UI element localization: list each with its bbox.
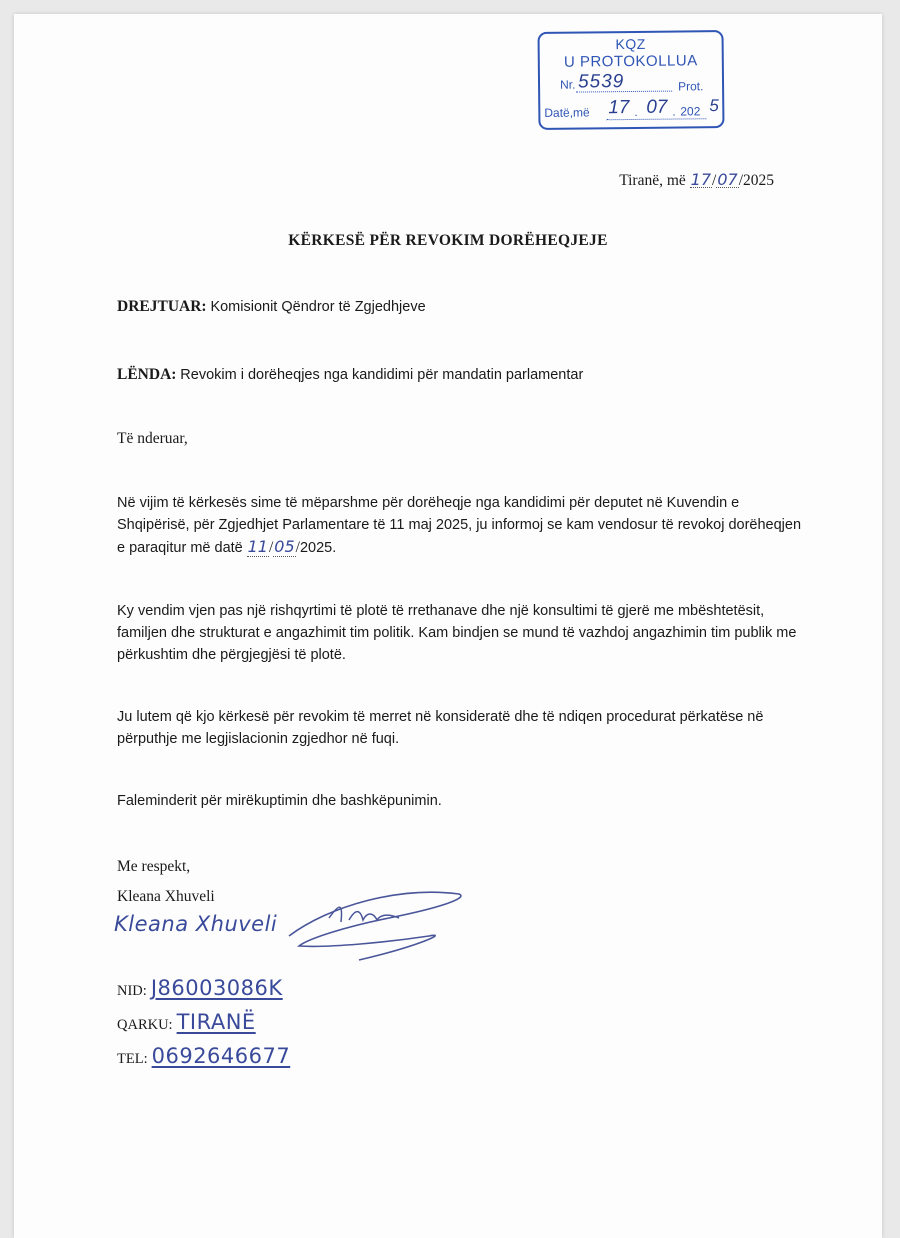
signature-handwritten-name: Kleana Xhuveli bbox=[114, 912, 278, 936]
date-year: /2025 bbox=[738, 172, 774, 189]
stamp-date-year-suffix: 5 bbox=[709, 96, 719, 116]
subject-value: Revokim i dorëheqjes nga kandidimi për mandatin parlamentar bbox=[180, 367, 584, 383]
subject bbox=[117, 364, 807, 386]
date-day-handwritten: 17 bbox=[690, 170, 712, 189]
stamp-status: U PROTOKOLLUA bbox=[563, 52, 698, 71]
nid-value: J86003086K bbox=[150, 976, 283, 1000]
stamp-prot-label: Prot. bbox=[677, 79, 704, 94]
subject-label: LËNDA: bbox=[117, 366, 177, 383]
document-title: KËRKESË PËR REVOKIM DORËHEQJEJE bbox=[288, 232, 608, 249]
document-page bbox=[14, 14, 882, 1238]
place-prefix: Tiranë, më bbox=[619, 172, 686, 189]
nid-label: NID: bbox=[117, 983, 147, 999]
closing: Me respekt, bbox=[117, 858, 191, 875]
revocation-date-month: 05 bbox=[274, 537, 295, 556]
addressee bbox=[117, 296, 807, 318]
stamp-date-year-prefix: 202 bbox=[680, 104, 701, 119]
qarku-label: QARKU: bbox=[117, 1017, 173, 1033]
tel-label: TEL: bbox=[117, 1051, 148, 1067]
stamp-date-label: Datë,më bbox=[544, 105, 590, 120]
salutation: Të nderuar, bbox=[117, 430, 188, 447]
qarku-value: TIRANË bbox=[176, 1010, 256, 1034]
field-nid bbox=[117, 976, 807, 1000]
stamp-date-day: 17 bbox=[608, 97, 630, 119]
date-month-handwritten: 07 bbox=[717, 170, 738, 189]
signature-scribble bbox=[269, 876, 479, 966]
addressee-value: Komisionit Qëndror të Zgjedhjeve bbox=[210, 299, 426, 315]
field-qarku bbox=[117, 1010, 807, 1034]
paragraph-1-text: Në vijim të kërkesës sime të mëparshme për dorëheqje nga kandidimi për deputet në Kuvendin e Shqipërisë, për Zgjedhjet Parlamentare të 11 maj 2025, ju informoj se kam vendosur të revokoj dorëheqjen e paraqitur më datë bbox=[117, 495, 802, 556]
addressee-label: DREJTUAR: bbox=[117, 298, 207, 315]
revocation-date-day: 11 bbox=[247, 537, 268, 556]
revocation-date-year: 2025. bbox=[299, 540, 337, 556]
signer-name: Kleana Xhuveli bbox=[117, 888, 215, 905]
field-tel bbox=[117, 1044, 807, 1068]
thanks-line: Faleminderit për mirëkuptimin dhe bashkëpunimin. bbox=[117, 793, 442, 809]
stamp-org: KQZ bbox=[615, 35, 646, 53]
paragraph-1: Në vijim të kërkesës sime të mëparshme për dorëheqje nga kandidimi për deputet në Kuvendin e Shqipërisë, për Zgjedhjet Parlamentare të 11 maj 2025, ju informoj se kam vendosur të revokoj dorëheqjen e paraqitur më datë 11/05/2025. bbox=[117, 495, 802, 556]
stamp-nr-value: 5539 bbox=[577, 71, 625, 93]
paragraph-2: Ky vendim vjen pas një rishqyrtimi të plotë të rrethanave dhe një konsultimi të gjerë me mbështetësit, familjen dhe strukturat e angazhimit tim politik. Kam bindjen se mund të vazhdoj angazhimin tim publik me përkushtim dhe përgjegjësi të plotë. bbox=[117, 603, 797, 663]
stamp-nr-label: Nr. bbox=[559, 77, 576, 92]
paragraph-3: Ju lutem që kjo kërkesë për revokim të merret në konsideratë dhe të ndiqen procedurat përkatëse në përputhje me legjislacionin zgjedhor në fuqi. bbox=[117, 709, 764, 747]
document-date: Tiranë, më 17/07/2025 bbox=[619, 170, 774, 189]
stamp-date-month: 07 bbox=[646, 96, 668, 118]
registry-stamp: KQZ U PROTOKOLLUA Nr. 5539 Prot. Datë,më 17 . 07 . 202 5 bbox=[537, 30, 724, 130]
tel-value: 0692646677 bbox=[151, 1044, 291, 1068]
